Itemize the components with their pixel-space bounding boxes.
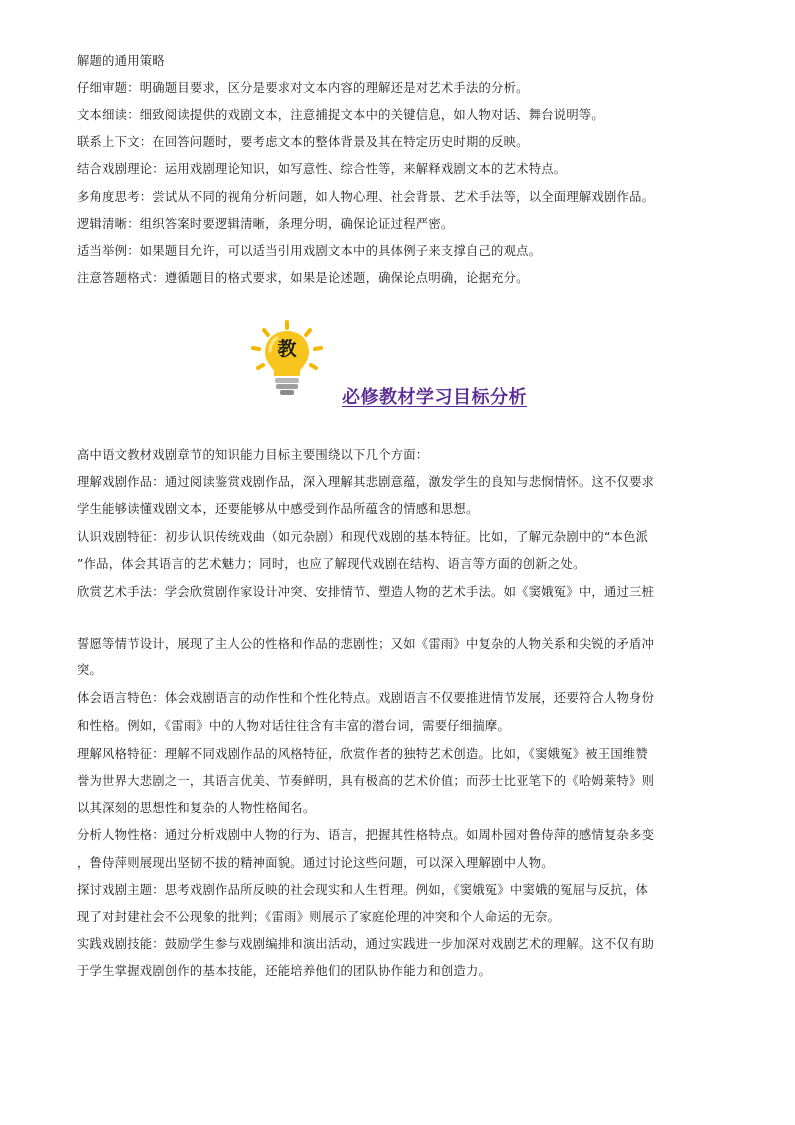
intro-line: 高中语文教材戏剧章节的知识能力目标主要围绕以下几个方面：: [77, 448, 429, 462]
bulb-base: [280, 390, 294, 395]
badge-glyph: 教: [277, 338, 297, 360]
goal-line: 誉为世界大悲剧之一，其语言优美、节奏鲜明，具有极高的艺术价值；而莎士比亚笔下的《哈姆莱特》则: [77, 774, 655, 788]
strategy-line: 联系上下文：在回答问题时，要考虑文本的整体背景及其在特定历史时期的反映。: [77, 135, 529, 149]
goal-line: 欣赏艺术手法：学会欣赏剧作家设计冲突、安排情节、塑造人物的艺术手法。如《窦娥冤》中，通过三桩: [77, 585, 655, 599]
goal-line: 学生能够读懂戏剧文本，还要能够从中感受到作品所蕴含的情感和思想。: [77, 502, 479, 516]
goal-line: 分析人物性格：通过分析戏剧中人物的行为、语言，把握其性格特点。如周朴园对鲁侍萍的感情复杂多变: [77, 828, 655, 842]
bulb-base: [276, 384, 298, 389]
lightbulb-icon: [250, 320, 324, 400]
strategy-line: 文本细读：细致阅读提供的戏剧文本，注意捕捉文本中的关键信息，如人物对话、舞台说明等。: [77, 108, 604, 122]
goal-line: 和性格。例如，《雷雨》中的人物对话往往含有丰富的潜台词，需要仔细揣摩。: [77, 719, 510, 733]
goal-line: 理解戏剧作品：通过阅读鉴赏戏剧作品，深入理解其悲剧意蕴，激发学生的良知与悲悯情怀。这不仅要求: [77, 475, 655, 489]
goal-line: 实践戏剧技能：鼓励学生参与戏剧编排和演出活动，通过实践进一步加深对戏剧艺术的理解。这不仅有助: [77, 937, 655, 951]
goal-line: 以其深刻的思想性和复杂的人物性格闻名。: [77, 801, 316, 815]
strategy-line: 适当举例：如果题目允许，可以适当引用戏剧文本中的具体例子来支撑自己的观点。: [77, 244, 542, 258]
goal-line: 探讨戏剧主题：思考戏剧作品所反映的社会现实和人生哲理。例如，《窦娥冤》中窦娥的冤屈与反抗，体: [77, 883, 649, 897]
strategy-line: 逻辑清晰：组织答案时要逻辑清晰，条理分明，确保论证过程严密。: [77, 217, 454, 231]
bulb-base: [275, 378, 299, 383]
goal-line: 现了对封建社会不公现象的批判；《雷雨》则展示了家庭伦理的冲突和个人命运的无奈。: [77, 910, 561, 924]
section-heading: 必修教材学习目标分析: [342, 387, 527, 408]
goal-line: ，鲁侍萍则展现出坚韧不拔的精神面貌。通过讨论这些问题，可以深入理解剧中人物。: [77, 856, 554, 870]
goal-line: 体会语言特色：体会戏剧语言的动作性和个性化特点。戏剧语言不仅要推进情节发展，还要符合人物身份: [77, 691, 655, 705]
strategy-line: 注意答题格式：遵循题目的格式要求，如果是论述题，确保论点明确，论据充分。: [77, 271, 529, 285]
goal-line: 认识戏剧特征：初步认识传统戏曲（如元杂剧）和现代戏剧的基本特征。比如，了解元杂剧中的“本色派: [77, 530, 649, 544]
goal-line: 突。: [77, 663, 103, 677]
goal-line: ”作品，体会其语言的艺术魅力；同时，也应了解现代戏剧在结构、语言等方面的创新之处。: [77, 557, 586, 571]
goal-line: 誓愿等情节设计，展现了主人公的性格和作品的悲剧性；又如《雷雨》中复杂的人物关系和尖锐的矛盾冲: [77, 637, 655, 651]
strategy-line: 仔细审题：明确题目要求，区分是要求对文本内容的理解还是对艺术手法的分析。: [77, 81, 529, 95]
goal-line: 于学生掌握戏剧创作的基本技能，还能培养他们的团队协作能力和创造力。: [77, 964, 492, 978]
strategy-line: 多角度思考：尝试从不同的视角分析问题，如人物心理、社会背景、艺术手法等，以全面理解戏剧作品。: [77, 190, 655, 204]
goal-line: 理解风格特征：理解不同戏剧作品的风格特征，欣赏作者的独特艺术创造。比如，《窦娥冤》被王国维赞: [77, 747, 649, 761]
strategy-line: 结合戏剧理论：运用戏剧理论知识，如写意性、综合性等，来解释戏剧文本的艺术特点。: [77, 162, 567, 176]
section-title: 解题的通用策略: [77, 54, 165, 68]
